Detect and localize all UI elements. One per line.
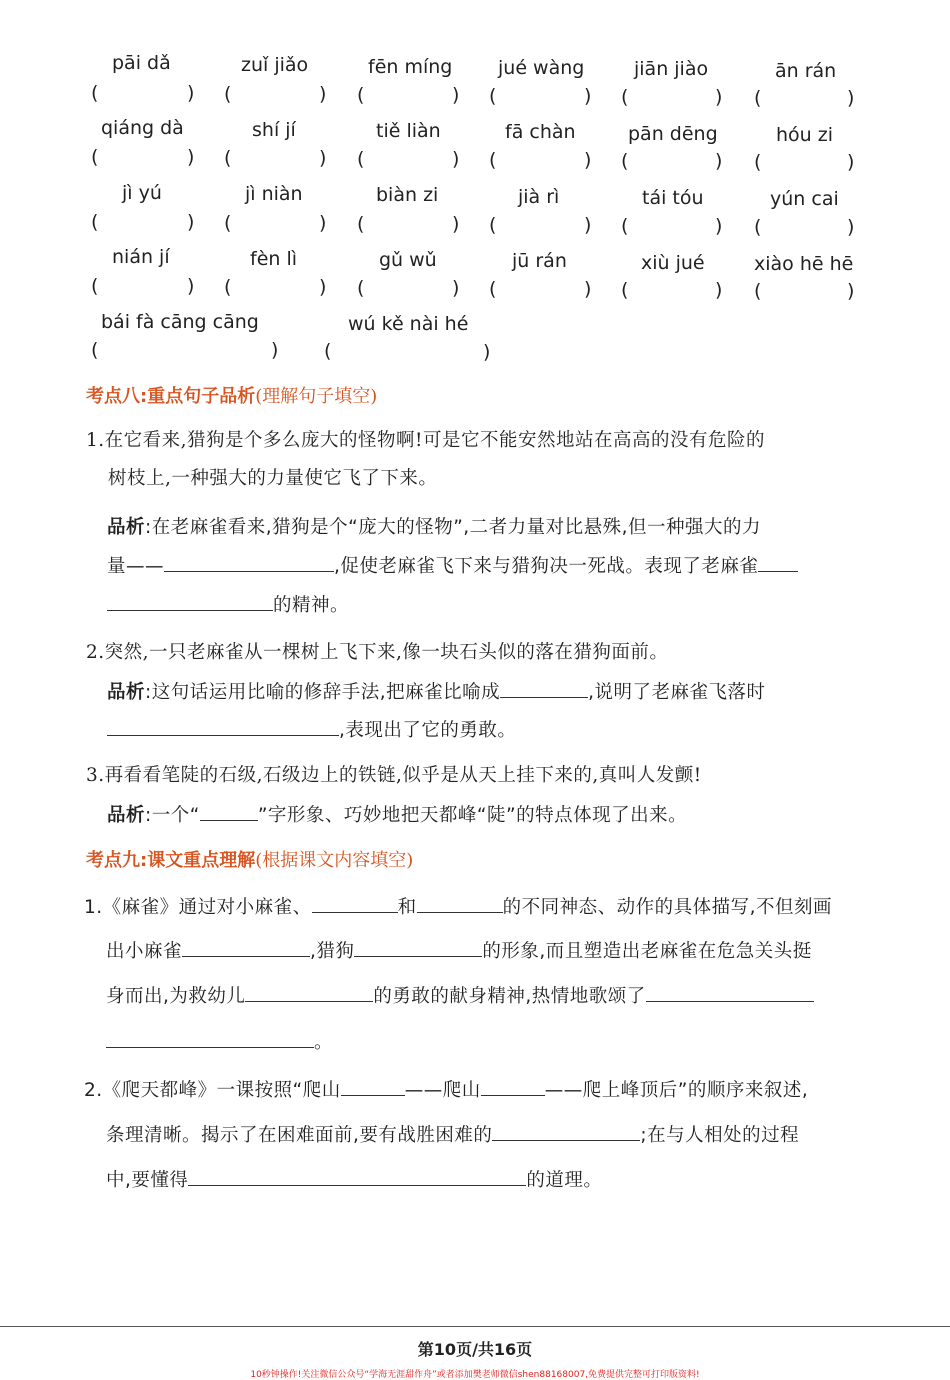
answer-blank-open[interactable]: ( <box>754 151 762 173</box>
answer-blank-close: ) <box>452 84 460 106</box>
fill-blank[interactable] <box>417 894 503 913</box>
answer-blank-open[interactable]: ( <box>224 83 232 105</box>
fill-blank[interactable] <box>354 938 482 957</box>
fill-blank[interactable] <box>245 983 373 1002</box>
pinyin-label: jū rán <box>512 250 567 272</box>
pinyin-label: bái fà cāng cāng <box>101 311 259 333</box>
question-text: ——爬上峰顶后”的顺序来叙述, <box>544 1080 809 1101</box>
answer-blank-open[interactable]: ( <box>621 150 629 172</box>
fill-blank[interactable] <box>182 938 310 957</box>
analysis-8-1-line1 <box>107 513 761 539</box>
question-9-1-line1 <box>84 893 832 919</box>
analysis-text: :这句话运用比喻的修辞手法,把麻雀比喻成 <box>145 682 501 703</box>
analysis-text: 的精神。 <box>273 595 350 616</box>
pinyin-label: jì niàn <box>245 183 303 205</box>
fill-blank[interactable] <box>758 553 798 572</box>
answer-blank-open[interactable]: ( <box>489 149 497 171</box>
question-8-2: 2.突然,一只老麻雀从一棵树上飞下来,像一块石头似的落在猎狗面前。 <box>86 642 669 663</box>
section-9-heading <box>86 846 413 872</box>
answer-blank-close: ) <box>271 339 279 361</box>
answer-blank-open[interactable]: ( <box>224 212 232 234</box>
question-9-1-line2 <box>106 937 812 963</box>
pinyin-label: ān rán <box>775 60 837 82</box>
answer-blank-close: ) <box>187 211 195 233</box>
question-text: 的形象,而且塑造出老麻雀在危急关头挺 <box>482 941 812 962</box>
fill-blank[interactable] <box>500 679 588 698</box>
answer-blank-close: ) <box>584 85 592 107</box>
page-number: 第10页/共16页 <box>417 1340 533 1359</box>
question-text: ;在与人相处的过程 <box>640 1125 800 1146</box>
question-text: 的不同神态、动作的具体描写,不但刻画 <box>502 897 833 918</box>
analysis-8-2-line2 <box>107 716 516 742</box>
pinyin-label: xiào hē hē <box>754 253 854 275</box>
answer-blank-close: ) <box>452 277 460 299</box>
answer-blank-close: ) <box>584 149 592 171</box>
question-text: 的勇敢的献身精神,热情地歌颂了 <box>373 986 646 1007</box>
answer-blank-close: ) <box>187 275 195 297</box>
question-text: 2.《爬天都峰》一课按照“爬山 <box>84 1080 341 1101</box>
answer-blank-open[interactable]: ( <box>224 276 232 298</box>
answer-blank-open[interactable]: ( <box>621 215 629 237</box>
answer-blank-open[interactable]: ( <box>621 86 629 108</box>
answer-blank-close: ) <box>847 280 855 302</box>
answer-blank-close: ) <box>452 213 460 235</box>
analysis-8-3 <box>107 801 687 827</box>
question-text: 1.《麻雀》通过对小麻雀、 <box>84 897 312 918</box>
question-text: 条理清晰。揭示了在困难面前,要有战胜困难的 <box>106 1125 493 1146</box>
pinyin-label: shí jí <box>252 119 296 141</box>
answer-blank-open[interactable]: ( <box>324 340 332 362</box>
answer-blank-close: ) <box>319 83 327 105</box>
analysis-8-2-line1 <box>107 678 766 704</box>
answer-blank-close: ) <box>715 215 723 237</box>
question-8-1-line1: 1.在它看来,猎狗是个多么庞大的怪物啊!可是它不能安然地站在高高的没有危险的 <box>86 430 765 451</box>
pinyin-label: jiān jiào <box>634 58 709 80</box>
answer-blank-open[interactable]: ( <box>754 87 762 109</box>
answer-blank-close: ) <box>715 150 723 172</box>
fill-blank[interactable] <box>188 1167 526 1186</box>
pinyin-label: pāi dǎ <box>112 52 171 74</box>
pinyin-label: tái tóu <box>642 187 704 209</box>
question-text: 和 <box>397 897 417 918</box>
pinyin-label: xiù jué <box>641 252 705 274</box>
fill-blank[interactable] <box>341 1077 405 1096</box>
pinyin-label: jià rì <box>518 186 560 208</box>
question-8-3: 3.再看看笔陡的石级,石级边上的铁链,似乎是从天上挂下来的,真叫人发颤! <box>86 765 702 786</box>
answer-blank-close: ) <box>584 214 592 236</box>
fill-blank[interactable] <box>164 553 334 572</box>
question-text: 。 <box>314 1032 334 1053</box>
answer-blank-open[interactable]: ( <box>621 279 629 301</box>
analysis-label: 品析 <box>107 805 146 826</box>
pinyin-label: yún cai <box>770 188 839 210</box>
pinyin-label: qiáng dà <box>101 117 184 139</box>
analysis-8-1-line2 <box>107 552 798 578</box>
answer-blank-open[interactable]: ( <box>754 280 762 302</box>
pinyin-label: fēn míng <box>368 56 453 78</box>
question-text: 的道理。 <box>526 1170 603 1191</box>
fill-blank[interactable] <box>200 802 258 821</box>
pinyin-label: pān dēng <box>628 123 718 145</box>
analysis-text: ,说明了老麻雀飞落时 <box>588 682 766 703</box>
answer-blank-close: ) <box>847 87 855 109</box>
answer-blank-close: ) <box>584 278 592 300</box>
footer-note: 10秒钟操作!关注微信公众号“学海无涯甜作舟”或者添加樊老师微信shen88168007,免费提供完整可打印版资料! <box>250 1370 700 1380</box>
pinyin-label: jué wàng <box>498 57 585 79</box>
analysis-text: :在老麻雀看来,猎狗是个“庞大的怪物”,二者力量对比悬殊,但一种强大的力 <box>145 517 762 538</box>
pinyin-label: zuǐ jiǎo <box>241 54 309 76</box>
question-text: 出小麻雀 <box>106 941 183 962</box>
answer-blank-open[interactable]: ( <box>357 84 365 106</box>
fill-blank[interactable] <box>107 592 273 611</box>
analysis-text: ”字形象、巧妙地把天都峰“陡”的特点体现了出来。 <box>257 805 688 826</box>
pinyin-label: tiě liàn <box>376 120 441 142</box>
question-text: 身而出,为救幼儿 <box>106 986 246 1007</box>
question-text: ——爬山 <box>404 1080 481 1101</box>
analysis-text: :一个“ <box>145 805 200 826</box>
answer-blank-close: ) <box>187 82 195 104</box>
pinyin-label: jì yú <box>122 182 162 204</box>
answer-blank-close: ) <box>452 148 460 170</box>
answer-blank-close: ) <box>715 86 723 108</box>
answer-blank-open[interactable]: ( <box>91 146 99 168</box>
section-8-heading <box>86 382 377 408</box>
pinyin-label: fā chàn <box>505 121 576 143</box>
answer-blank-open[interactable]: ( <box>91 275 99 297</box>
analysis-label: 品析 <box>107 517 146 538</box>
footer-divider <box>0 1326 950 1327</box>
question-8-1-line2: 树枝上,一种强大的力量使它飞了下来。 <box>108 468 438 489</box>
fill-blank[interactable] <box>646 983 814 1002</box>
answer-blank-open[interactable]: ( <box>224 147 232 169</box>
answer-blank-close: ) <box>319 212 327 234</box>
answer-blank-open[interactable]: ( <box>91 339 99 361</box>
analysis-8-1-line3 <box>107 591 349 617</box>
question-9-2-line2 <box>106 1121 799 1147</box>
question-9-1-line4 <box>106 1028 333 1054</box>
analysis-text: ,表现出了它的勇敢。 <box>339 720 517 741</box>
answer-blank-open[interactable]: ( <box>489 214 497 236</box>
fill-blank[interactable] <box>492 1122 640 1141</box>
question-text: ,猎狗 <box>310 941 355 962</box>
pinyin-label: biàn zi <box>376 184 439 206</box>
section-8-title: 考点八:重点句子品析 <box>86 386 256 407</box>
answer-blank-close: ) <box>847 216 855 238</box>
answer-blank-open[interactable]: ( <box>489 85 497 107</box>
fill-blank[interactable] <box>481 1077 545 1096</box>
answer-blank-open[interactable]: ( <box>489 278 497 300</box>
pinyin-label: hóu zi <box>776 124 833 146</box>
question-text: 中,要懂得 <box>106 1170 189 1191</box>
section-8-subtitle: (理解句子填空) <box>255 386 378 407</box>
answer-blank-open[interactable]: ( <box>91 82 99 104</box>
analysis-label: 品析 <box>107 682 146 703</box>
answer-blank-close: ) <box>319 276 327 298</box>
fill-blank[interactable] <box>312 894 398 913</box>
answer-blank-open[interactable]: ( <box>357 213 365 235</box>
question-9-2-line3 <box>106 1166 602 1192</box>
answer-blank-close: ) <box>483 341 491 363</box>
fill-blank[interactable] <box>106 1029 314 1048</box>
section-9-title: 考点九:课文重点理解 <box>86 850 256 871</box>
answer-blank-close: ) <box>847 151 855 173</box>
answer-blank-close: ) <box>319 147 327 169</box>
question-9-1-line3 <box>106 982 814 1008</box>
answer-blank-close: ) <box>187 146 195 168</box>
answer-blank-open[interactable]: ( <box>754 216 762 238</box>
analysis-text: 量—— <box>107 556 165 577</box>
question-9-2-line1 <box>84 1076 808 1102</box>
answer-blank-close: ) <box>715 279 723 301</box>
pinyin-label: fèn lì <box>250 248 298 270</box>
pinyin-label: nián jí <box>112 246 170 268</box>
fill-blank[interactable] <box>107 717 339 736</box>
analysis-text: ,促使老麻雀飞下来与猎狗决一死战。表现了老麻雀 <box>334 556 759 577</box>
answer-blank-open[interactable]: ( <box>357 148 365 170</box>
answer-blank-open[interactable]: ( <box>357 277 365 299</box>
pinyin-label: gǔ wǔ <box>379 249 437 271</box>
pinyin-label: wú kě nài hé <box>348 313 469 335</box>
answer-blank-open[interactable]: ( <box>91 211 99 233</box>
section-9-subtitle: (根据课文内容填空) <box>255 850 414 871</box>
